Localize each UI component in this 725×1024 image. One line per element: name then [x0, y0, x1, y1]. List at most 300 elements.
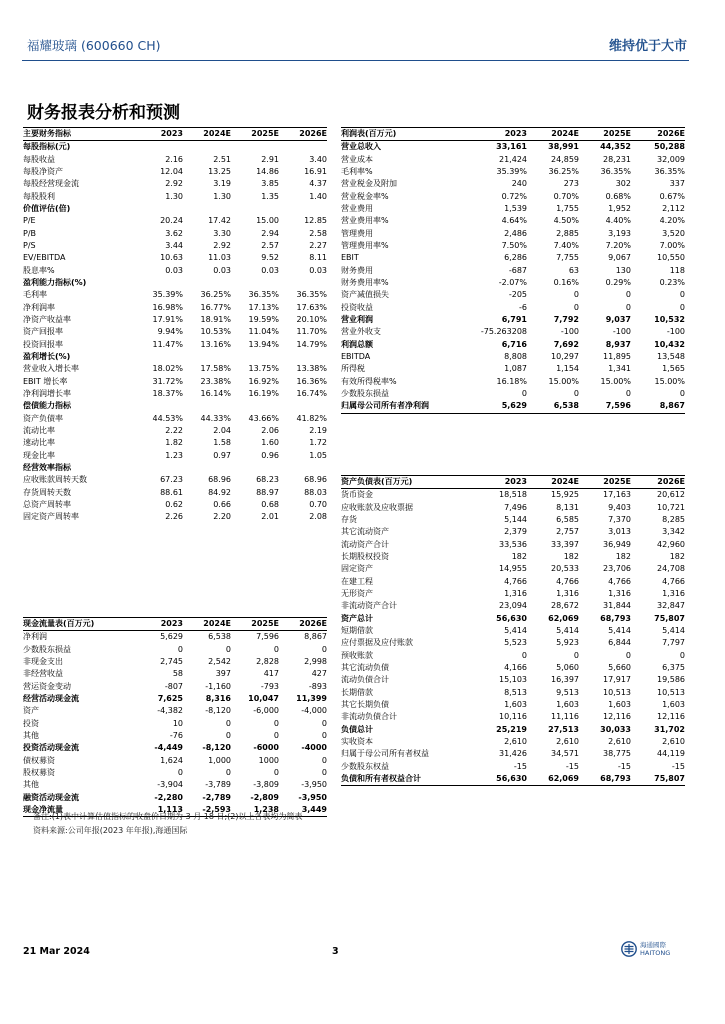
- cell-value: 28,672: [551, 601, 579, 611]
- row-label: 每股指标(元): [23, 142, 71, 152]
- table-row: [341, 264, 685, 276]
- cell-value: 1,087: [504, 364, 527, 374]
- cell-value: 1,603: [556, 700, 579, 710]
- cell-value: 44.33%: [200, 413, 231, 423]
- cell-value: 42,960: [657, 539, 685, 549]
- row-label: 营业总收入: [341, 142, 381, 152]
- table-row: [341, 526, 685, 538]
- cell-value: -793: [260, 681, 279, 691]
- cell-value: 18.37%: [152, 389, 183, 399]
- table-row: [23, 499, 327, 511]
- cell-value: -15: [513, 761, 527, 771]
- cell-value: 1,113: [133, 804, 183, 817]
- cell-value: -807: [164, 681, 183, 691]
- cell-value: 44.53%: [152, 413, 183, 423]
- cell-value: 2,885: [556, 228, 579, 238]
- cell-value: 2,486: [504, 228, 527, 238]
- cell-value: 2.91: [261, 154, 279, 164]
- cell-value: -2,280: [154, 792, 183, 802]
- cell-value: 4,766: [556, 576, 579, 586]
- cell-value: 3,013: [608, 527, 631, 537]
- cell-value: 6,585: [556, 514, 579, 524]
- cell-value: 31,844: [603, 601, 631, 611]
- cell-value: 7,596: [256, 632, 279, 642]
- cell-value: 56,630: [471, 773, 527, 786]
- cell-value: 44,119: [657, 749, 685, 759]
- cell-value: 4.40%: [605, 216, 631, 226]
- cell-value: 1,316: [556, 588, 579, 598]
- row-label: 非现金支出: [23, 656, 63, 666]
- cell-value: 1,624: [160, 755, 183, 765]
- cell-value: -6: [519, 302, 527, 312]
- cell-value: [279, 277, 327, 289]
- page-number: 3: [332, 946, 339, 957]
- cell-value: 0.67%: [659, 191, 685, 201]
- cell-value: [183, 462, 231, 474]
- cell-value: [279, 351, 327, 363]
- row-label: 营业费用: [341, 203, 373, 213]
- cell-value: 2.92: [213, 240, 231, 250]
- table-row: [23, 190, 327, 202]
- table-row: [341, 277, 685, 289]
- cell-value: 0: [679, 290, 685, 300]
- row-label: 营业外收支: [341, 327, 381, 337]
- cell-value: 4,166: [504, 662, 527, 672]
- table-row: [341, 289, 685, 301]
- cell-value: 2,745: [160, 656, 183, 666]
- row-label: 固定资产: [341, 564, 373, 574]
- column-header-year: 2024E: [183, 128, 231, 141]
- cell-value: 18,518: [499, 490, 527, 500]
- row-label: 资产: [23, 706, 39, 716]
- cell-value: 4,766: [662, 576, 685, 586]
- cell-value: 0: [177, 767, 183, 777]
- cell-value: 20,533: [551, 564, 579, 574]
- row-label: 利润总额: [341, 339, 373, 349]
- row-label: 每股股利: [23, 191, 55, 201]
- cell-value: 1.05: [309, 450, 327, 460]
- table-row: [341, 301, 685, 313]
- cell-value: 1,316: [504, 588, 527, 598]
- row-label: 其它流动负债: [341, 662, 389, 672]
- table-row: [341, 388, 685, 400]
- cell-value: 33,161: [496, 142, 527, 152]
- cell-value: 0: [679, 389, 685, 399]
- row-label: 资产总计: [341, 613, 373, 623]
- note-remark: 备注:(1)表中计算估值指标的收盘价日期为 3 月 18 日;(2)以上各表均为简表: [33, 812, 303, 821]
- cell-value: -6000: [253, 743, 279, 753]
- cell-value: 36,949: [603, 539, 631, 549]
- table-row: [341, 761, 685, 773]
- cell-value: 7,596: [579, 400, 631, 413]
- table-row: [341, 501, 685, 513]
- table-row: [23, 326, 327, 338]
- cell-value: 10.53%: [200, 327, 231, 337]
- cell-value: 0.72%: [501, 191, 527, 201]
- cell-value: 10,721: [657, 502, 685, 512]
- row-label: 流动负债合计: [341, 675, 389, 685]
- cell-value: 1.72: [309, 438, 327, 448]
- cell-value: 35.39%: [152, 290, 183, 300]
- cell-value: 1.82: [165, 438, 183, 448]
- cell-value: 302: [615, 179, 631, 189]
- cell-value: [183, 277, 231, 289]
- cell-value: 7,625: [157, 693, 183, 703]
- cell-value: 16.18%: [496, 376, 527, 386]
- cell-value: 7,692: [553, 339, 579, 349]
- cell-value: -3,809: [253, 780, 279, 790]
- cell-value: 15,103: [499, 675, 527, 685]
- cell-value: 11,895: [603, 352, 631, 362]
- cell-value: -6,000: [253, 706, 279, 716]
- cell-value: 0: [225, 718, 231, 728]
- table-section-row: [23, 400, 327, 412]
- cell-value: -4,000: [301, 706, 327, 716]
- cell-value: 34,571: [551, 749, 579, 759]
- cell-value: 12,116: [657, 712, 685, 722]
- cell-value: 182: [563, 551, 579, 561]
- cell-value: [231, 462, 279, 474]
- cell-value: 88.97: [256, 487, 279, 497]
- row-label: 总资产周转率: [23, 500, 71, 510]
- table-section-row: [341, 314, 685, 326]
- cell-value: 0: [521, 389, 527, 399]
- cell-value: 16.77%: [200, 302, 231, 312]
- row-label: 非经营收益: [23, 669, 63, 679]
- row-label: 应付票据及应付账款: [341, 638, 413, 648]
- table-section-row: [341, 724, 685, 736]
- cell-value: [133, 351, 183, 363]
- cell-value: 11.70%: [296, 327, 327, 337]
- cell-value: 3.44: [165, 240, 183, 250]
- cell-value: 0.16%: [553, 277, 579, 287]
- header-rating: 维持优于大市: [608, 39, 687, 54]
- cell-value: 75,807: [631, 773, 685, 786]
- cell-value: 1,565: [662, 364, 685, 374]
- cell-value: 25,219: [496, 724, 527, 734]
- cell-value: 24,859: [551, 154, 579, 164]
- row-label: 营业税金及附加: [341, 179, 397, 189]
- cell-value: 130: [615, 265, 631, 275]
- cell-value: 10,116: [499, 712, 527, 722]
- haitong-logo: [621, 941, 670, 957]
- cell-value: 1.60: [261, 438, 279, 448]
- cell-value: 33,536: [499, 539, 527, 549]
- cell-value: 7.50%: [501, 240, 527, 250]
- cell-value: [231, 203, 279, 215]
- cell-value: 10,532: [654, 314, 685, 324]
- row-label: 速动比率: [23, 438, 55, 448]
- cell-value: 5,923: [556, 638, 579, 648]
- cell-value: 2,610: [556, 737, 579, 747]
- cell-value: 9.52: [261, 253, 279, 263]
- cell-value: 5,660: [608, 662, 631, 672]
- table-row: [341, 351, 685, 363]
- cell-value: 50,288: [654, 142, 685, 152]
- cell-value: 1,341: [608, 364, 631, 374]
- table-row: [23, 511, 327, 523]
- table-row: [23, 717, 327, 729]
- cell-value: 20.24: [160, 216, 183, 226]
- row-label: 现金比率: [23, 450, 55, 460]
- row-label: 营业收入增长率: [23, 364, 79, 374]
- row-label: 非流动负债合计: [341, 712, 397, 722]
- cell-value: 30,033: [600, 724, 631, 734]
- cell-value: 337: [669, 179, 685, 189]
- row-label: 每股净资产: [23, 166, 63, 176]
- cell-value: -2,809: [250, 792, 279, 802]
- cell-value: 1,000: [208, 755, 231, 765]
- table-section-row: [23, 693, 327, 705]
- cell-value: 5,629: [471, 400, 527, 413]
- cell-value: 2.27: [309, 240, 327, 250]
- table-row: [341, 178, 685, 190]
- cell-value: 2,757: [556, 527, 579, 537]
- row-label: 经营效率指标: [23, 463, 71, 473]
- cell-value: 0: [625, 290, 631, 300]
- cell-value: 75,807: [654, 613, 685, 623]
- cell-value: -100: [612, 327, 631, 337]
- cell-value: 0.03: [165, 265, 183, 275]
- cell-value: 2.16: [165, 154, 183, 164]
- table-section-row: [341, 773, 685, 786]
- cell-value: -1,160: [205, 681, 231, 691]
- cell-value: 1.35: [261, 191, 279, 201]
- logo-text-en: HAITONG: [640, 949, 671, 957]
- table-row: [23, 631, 327, 644]
- column-header-year: 2025E: [579, 128, 631, 141]
- cell-value: 0: [321, 730, 327, 740]
- table-row: [23, 240, 327, 252]
- row-label: 有效所得税率%: [341, 376, 397, 386]
- table-row: [23, 227, 327, 239]
- cell-value: 20.10%: [296, 314, 327, 324]
- table-row: [23, 754, 327, 766]
- cell-value: 0: [573, 290, 579, 300]
- cell-value: 182: [669, 551, 685, 561]
- cell-value: 10,550: [657, 253, 685, 263]
- cell-value: 6,538: [208, 632, 231, 642]
- cell-value: 1.23: [165, 450, 183, 460]
- cell-value: [279, 462, 327, 474]
- cell-value: 240: [511, 179, 527, 189]
- cell-value: 10,047: [248, 693, 279, 703]
- cell-value: 0: [225, 767, 231, 777]
- cell-value: 2.22: [165, 426, 183, 436]
- table-row: [341, 736, 685, 748]
- cell-value: 32,847: [657, 601, 685, 611]
- cell-value: 19.59%: [248, 314, 279, 324]
- cell-value: 28,231: [603, 154, 631, 164]
- cell-value: 7.40%: [553, 240, 579, 250]
- row-label: 投资回报率: [23, 339, 63, 349]
- table-header-row: [23, 128, 327, 141]
- cell-value: 417: [263, 669, 279, 679]
- cell-value: 41.82%: [296, 413, 327, 423]
- row-label: 流动资产合计: [341, 539, 389, 549]
- cell-value: [231, 351, 279, 363]
- row-label: 净利润率: [23, 302, 55, 312]
- column-header-label: 资产负债表(百万元): [341, 476, 471, 489]
- table-row: [341, 514, 685, 526]
- table-row: [341, 326, 685, 338]
- cell-value: 68,793: [579, 773, 631, 786]
- cell-value: -76: [169, 730, 183, 740]
- row-label: 偿债能力指标: [23, 401, 71, 411]
- cell-value: 2.57: [261, 240, 279, 250]
- cell-value: [133, 203, 183, 215]
- table-row: [23, 388, 327, 400]
- cell-value: 21,424: [499, 154, 527, 164]
- cell-value: [183, 351, 231, 363]
- row-label: 其它长期负债: [341, 700, 389, 710]
- cell-value: 0: [625, 302, 631, 312]
- row-label: EBIT: [341, 253, 359, 263]
- cell-value: [231, 400, 279, 412]
- cell-value: 36.35%: [654, 166, 685, 176]
- cell-value: [183, 400, 231, 412]
- header-divider: [22, 60, 689, 61]
- cell-value: 0: [573, 389, 579, 399]
- cell-value: 7,496: [504, 502, 527, 512]
- cell-value: 36.35%: [248, 290, 279, 300]
- cell-value: 9,037: [605, 314, 631, 324]
- cell-value: 2.20: [213, 512, 231, 522]
- cell-value: 2.92: [165, 179, 183, 189]
- row-label: 流动比率: [23, 426, 55, 436]
- row-label: P/B: [23, 228, 37, 238]
- cell-value: 33,397: [551, 539, 579, 549]
- balance-sheet-table: [341, 475, 685, 786]
- table-row: [341, 153, 685, 165]
- row-label: 管理费用: [341, 228, 373, 238]
- cell-value: 0: [573, 302, 579, 312]
- row-label: 每股经营现金流: [23, 179, 79, 189]
- cell-value: 3,520: [662, 228, 685, 238]
- row-label: 现金净流量: [23, 804, 133, 817]
- row-label: 非流动资产合计: [341, 601, 397, 611]
- table-row: [23, 450, 327, 462]
- cell-value: 1,603: [662, 700, 685, 710]
- cell-value: 11,116: [551, 712, 579, 722]
- table-section-row: [23, 203, 327, 215]
- cell-value: 15.00: [256, 216, 279, 226]
- column-header-label: 利润表(百万元): [341, 128, 471, 141]
- table-section-row: [23, 141, 327, 154]
- table-row: [23, 339, 327, 351]
- cell-value: [231, 141, 279, 154]
- cell-value: 6,844: [608, 638, 631, 648]
- cell-value: 12.04: [160, 166, 183, 176]
- table-row: [23, 487, 327, 499]
- cell-value: 2,610: [504, 737, 527, 747]
- cell-value: 182: [615, 551, 631, 561]
- cell-value: 20,612: [657, 490, 685, 500]
- cell-value: -15: [617, 761, 631, 771]
- table-row: [341, 625, 685, 637]
- table-row: [23, 767, 327, 779]
- row-label: 少数股东损益: [341, 389, 389, 399]
- cell-value: 2,112: [662, 203, 685, 213]
- cell-value: 36.35%: [296, 290, 327, 300]
- table-row: [341, 699, 685, 711]
- table-header-row: [341, 128, 685, 141]
- table-row: [23, 474, 327, 486]
- cell-value: 84.92: [208, 487, 231, 497]
- row-label: 负债总计: [341, 724, 373, 734]
- cell-value: 16,397: [551, 675, 579, 685]
- cell-value: 17.63%: [296, 302, 327, 312]
- column-header-year: 2024E: [183, 618, 231, 631]
- table-row: [341, 376, 685, 388]
- cell-value: 2,998: [304, 656, 327, 666]
- cell-value: 2,379: [504, 527, 527, 537]
- column-header-year: 2025E: [231, 128, 279, 141]
- table-row: [23, 301, 327, 313]
- cell-value: -687: [508, 265, 527, 275]
- column-header-year: 2026E: [631, 128, 685, 141]
- cell-value: 1,316: [608, 588, 631, 598]
- cell-value: 12.85: [304, 216, 327, 226]
- row-label: 其他: [23, 780, 39, 790]
- row-label: 管理费用率%: [341, 240, 389, 250]
- cell-value: 1,603: [504, 700, 527, 710]
- row-label: 毛利率: [23, 290, 47, 300]
- cell-value: [279, 141, 327, 154]
- table-row: [341, 687, 685, 699]
- row-label: 财务费用率%: [341, 277, 389, 287]
- cell-value: -3,789: [205, 780, 231, 790]
- cell-value: -100: [666, 327, 685, 337]
- column-header-year: 2026E: [279, 618, 327, 631]
- table-row: [341, 190, 685, 202]
- income-statement-table: [341, 127, 685, 414]
- cell-value: 3,449: [279, 804, 327, 817]
- cell-value: 1.58: [213, 438, 231, 448]
- cell-value: 2.51: [213, 154, 231, 164]
- cell-value: 6,375: [662, 662, 685, 672]
- cell-value: 2.08: [309, 512, 327, 522]
- row-label: 营业利润: [341, 314, 373, 324]
- cell-value: 0: [521, 650, 527, 660]
- cell-value: 0: [679, 650, 685, 660]
- cell-value: 8,285: [662, 514, 685, 524]
- cell-value: 8,513: [504, 687, 527, 697]
- cell-value: 8,867: [304, 632, 327, 642]
- cell-value: 4.50%: [553, 216, 579, 226]
- cell-value: -4,449: [154, 743, 183, 753]
- row-label: 净资产收益率: [23, 314, 71, 324]
- cell-value: -2,593: [183, 804, 231, 817]
- cell-value: 68,793: [600, 613, 631, 623]
- cell-value: 0.03: [261, 265, 279, 275]
- cell-value: 0.62: [165, 500, 183, 510]
- cell-value: 7,797: [662, 638, 685, 648]
- section-title: 财务报表分析和预测: [27, 103, 180, 123]
- cell-value: 63: [568, 265, 579, 275]
- table-row: [23, 215, 327, 227]
- cell-value: [133, 141, 183, 154]
- cell-value: 0: [273, 730, 279, 740]
- cell-value: 13.38%: [296, 364, 327, 374]
- table-row: [341, 363, 685, 375]
- row-label: 预收账款: [341, 650, 373, 660]
- cell-value: 0: [625, 389, 631, 399]
- cell-value: 11,399: [296, 693, 327, 703]
- table-row: [23, 730, 327, 742]
- column-header-year: 2026E: [279, 128, 327, 141]
- cell-value: 0.68%: [605, 191, 631, 201]
